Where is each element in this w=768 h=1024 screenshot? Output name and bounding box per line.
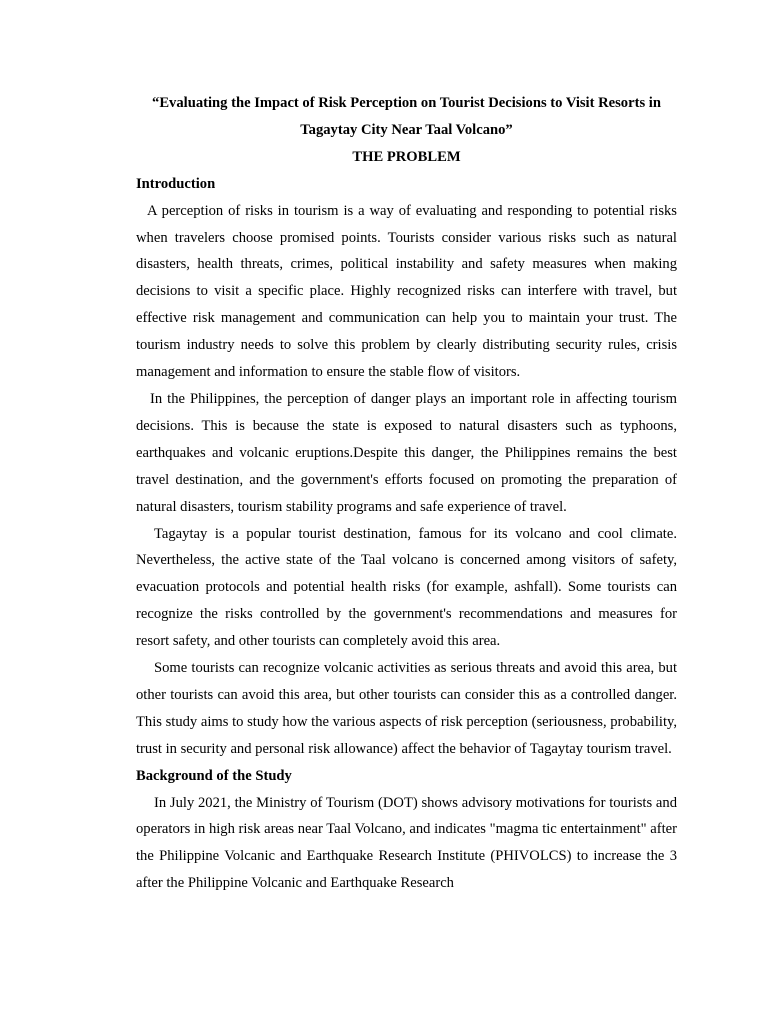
- introduction-paragraph-3: Tagaytay is a popular tourist destination, famous for its volcano and cool climate. Nevertheless, the active state of the Taal volcano is concerned among visitors of safety, evacuation protocols and potential health risks (for example, ashfall). Some tourists can recognize the risks controlled by the government's recommendations and measures for resort safety, and other tourists can completely avoid this area.: [136, 525, 677, 650]
- introduction-paragraph-1: A perception of risks in tourism is a way of evaluating and responding to potential risks when travelers choose promised points. Tourists consider various risks such as natural disasters, health threats, crimes, political instability and safety measures when making decisions to visit a specific place. Highly recognized risks can interfere with travel, but effective risk management and communication can help you to maintain your trust. The tourism industry needs to solve this problem by clearly distributing security rules, crisis management and information to ensure the stable flow of visitors.: [136, 202, 677, 381]
- document-title: [136, 90, 677, 144]
- document-page: [136, 90, 677, 897]
- title-line-2: Tagaytay City Near Taal Volcano”: [300, 121, 513, 138]
- introduction-paragraph-4: Some tourists can recognize volcanic activities as serious threats and avoid this area, but other tourists can avoid this area, but other tourists can consider this as a controlled danger. This study aims to study how the various aspects of risk perception (seriousness, probability, trust in security and personal risk allowance) affect the behavior of Tagaytay tourism travel.: [136, 660, 677, 757]
- background-heading: Background of the Study: [136, 767, 292, 784]
- introduction-heading: Introduction: [136, 175, 216, 192]
- section-title: THE PROBLEM: [352, 148, 461, 165]
- background-paragraph-1: In July 2021, the Ministry of Tourism (DOT) shows advisory motivations for tourists and operators in high risk areas near Taal Volcano, and indicates "magma tic entertainment" after the Philippine Volcanic and Earthquake Research Institute (PHIVOLCS) to increase the 3 after the Philippine Volcanic and Earthquake Research: [136, 794, 677, 892]
- title-line-1: “Evaluating the Impact of Risk Perception on Tourist Decisions to Visit Resorts in: [152, 95, 661, 111]
- introduction-paragraph-2: In the Philippines, the perception of danger plays an important role in affecting tourism decisions. This is because the state is exposed to natural disasters such as typhoons, earthquakes and volcanic eruptions.Despite this danger, the Philippines remains the best travel destination, and the government's efforts focused on promoting the preparation of natural disasters, tourism stability programs and safe experience of travel.: [136, 390, 677, 515]
